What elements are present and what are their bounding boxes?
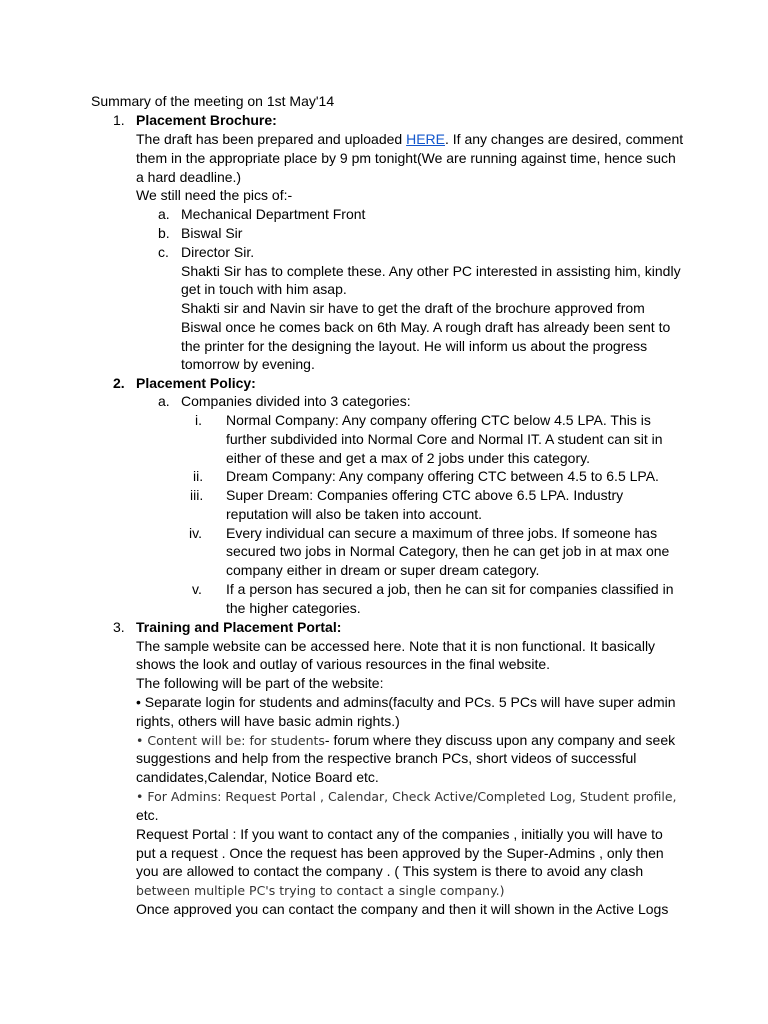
list-item-text: Biswal Sir — [181, 225, 243, 241]
portal-line: put a request . Once the request has been approved by the Super-Admins , only then — [136, 845, 664, 861]
portal-line: rights, others will have basic admin rights.) — [136, 713, 400, 729]
portal-line: The sample website can be accessed here. Note that it is non functional. It basically — [136, 638, 656, 654]
roman-marker: iv. — [189, 525, 202, 541]
portal-line: The following will be part of the website: — [136, 675, 384, 691]
portal-line: between multiple PC's trying to contact a single company.) — [136, 883, 505, 898]
portal-line: • For Admins: Request Portal , Calendar, Check Active/Completed Log, Student profile, — [136, 789, 677, 804]
list-marker: a. — [158, 206, 170, 222]
portal-line: candidates,Calendar, Notice Board etc. — [136, 769, 379, 785]
portal-line: Request Portal : If you want to contact any of the companies , initially you will have to — [136, 826, 663, 842]
brochure-text-before-link: The draft has been prepared and uploaded — [136, 131, 407, 147]
brochure-text-after-link: . If any changes are desired, comment — [445, 131, 684, 147]
policy-line: Dream Company: Any company offering CTC between 4.5 to 6.5 LPA. — [226, 468, 659, 484]
policy-line: reputation will also be taken into account. — [226, 506, 483, 522]
policy-line: Super Dream: Companies offering CTC above 6.5 LPA. Industry — [226, 487, 624, 503]
policy-line: secured two jobs in Normal Category, then he can get job in at max one — [226, 543, 670, 559]
content-forum-text: - forum where they discuss upon any company and seek — [324, 732, 676, 748]
list-marker: c. — [158, 244, 169, 260]
brochure-note-line: get in touch with him asap. — [181, 281, 347, 297]
policy-line: either of these and get a max of 2 jobs under this category. — [226, 450, 590, 466]
roman-marker: iii. — [190, 487, 204, 503]
roman-marker: i. — [195, 412, 202, 428]
portal-line: • Separate login for students and admins(faculty and PCs. 5 PCs will have super admin — [136, 694, 676, 710]
pics-needed-line: We still need the pics of:- — [136, 187, 293, 203]
roman-marker: ii. — [193, 468, 204, 484]
portal-line: you are allowed to contact the company . ( This system is there to avoid any clash — [136, 863, 644, 879]
brochure-note-line: the printer for the designing the layout. He will inform us about the progress — [181, 338, 648, 354]
list-marker: b. — [158, 225, 170, 241]
policy-line: Normal Company: Any company offering CTC below 4.5 LPA. This is — [226, 412, 651, 428]
brochure-note-line: Shakti Sir has to complete these. Any other PC interested in assisting him, kindly — [181, 263, 681, 279]
here-link[interactable]: HERE — [406, 131, 446, 147]
section-3-number: 3. — [113, 619, 125, 635]
brochure-paragraph-line-2: them in the appropriate place by 9 pm tonight(We are running against time, hence such — [136, 150, 676, 166]
brochure-paragraph-line-1 — [136, 130, 683, 149]
list-marker: a. — [158, 393, 170, 409]
brochure-note-line: Shakti sir and Navin sir have to get the draft of the brochure approved from — [181, 300, 645, 316]
policy-line: further subdivided into Normal Core and Normal IT. A student can sit in — [226, 431, 663, 447]
document-title: Summary of the meeting on 1st May'14 — [91, 93, 335, 109]
portal-line — [136, 731, 675, 751]
section-2-number: 2. — [113, 375, 125, 391]
policy-line: If a person has secured a job, then he can sit for companies classified in — [226, 581, 674, 597]
section-3-heading: Training and Placement Portal: — [136, 619, 342, 635]
section-1-number: 1. — [113, 112, 125, 128]
list-item-text: Companies divided into 3 categories: — [181, 393, 411, 409]
portal-line: shows the look and outlay of various resources in the final website. — [136, 656, 551, 672]
brochure-paragraph-line-3: a hard deadline.) — [136, 169, 242, 185]
list-item-text: Director Sir. — [181, 244, 255, 260]
policy-line: the higher categories. — [226, 600, 361, 616]
brochure-note-line: Biswal once he comes back on 6th May. A rough draft has already been sent to — [181, 319, 671, 335]
portal-line: etc. — [136, 807, 159, 823]
list-item-text: Mechanical Department Front — [181, 206, 366, 222]
portal-line: suggestions and help from the respective branch PCs, short videos of successful — [136, 750, 637, 766]
policy-line: Every individual can secure a maximum of three jobs. If someone has — [226, 525, 658, 541]
content-intro-text: • Content will be: for students — [136, 733, 325, 748]
brochure-note-line: tomorrow by evening. — [181, 356, 315, 372]
policy-line: company either in dream or super dream category. — [226, 562, 540, 578]
roman-marker: v. — [192, 581, 202, 597]
section-1-heading: Placement Brochure: — [136, 112, 277, 128]
portal-line: Once approved you can contact the company and then it will shown in the Active Logs — [136, 901, 669, 917]
section-2-heading: Placement Policy: — [136, 375, 256, 391]
